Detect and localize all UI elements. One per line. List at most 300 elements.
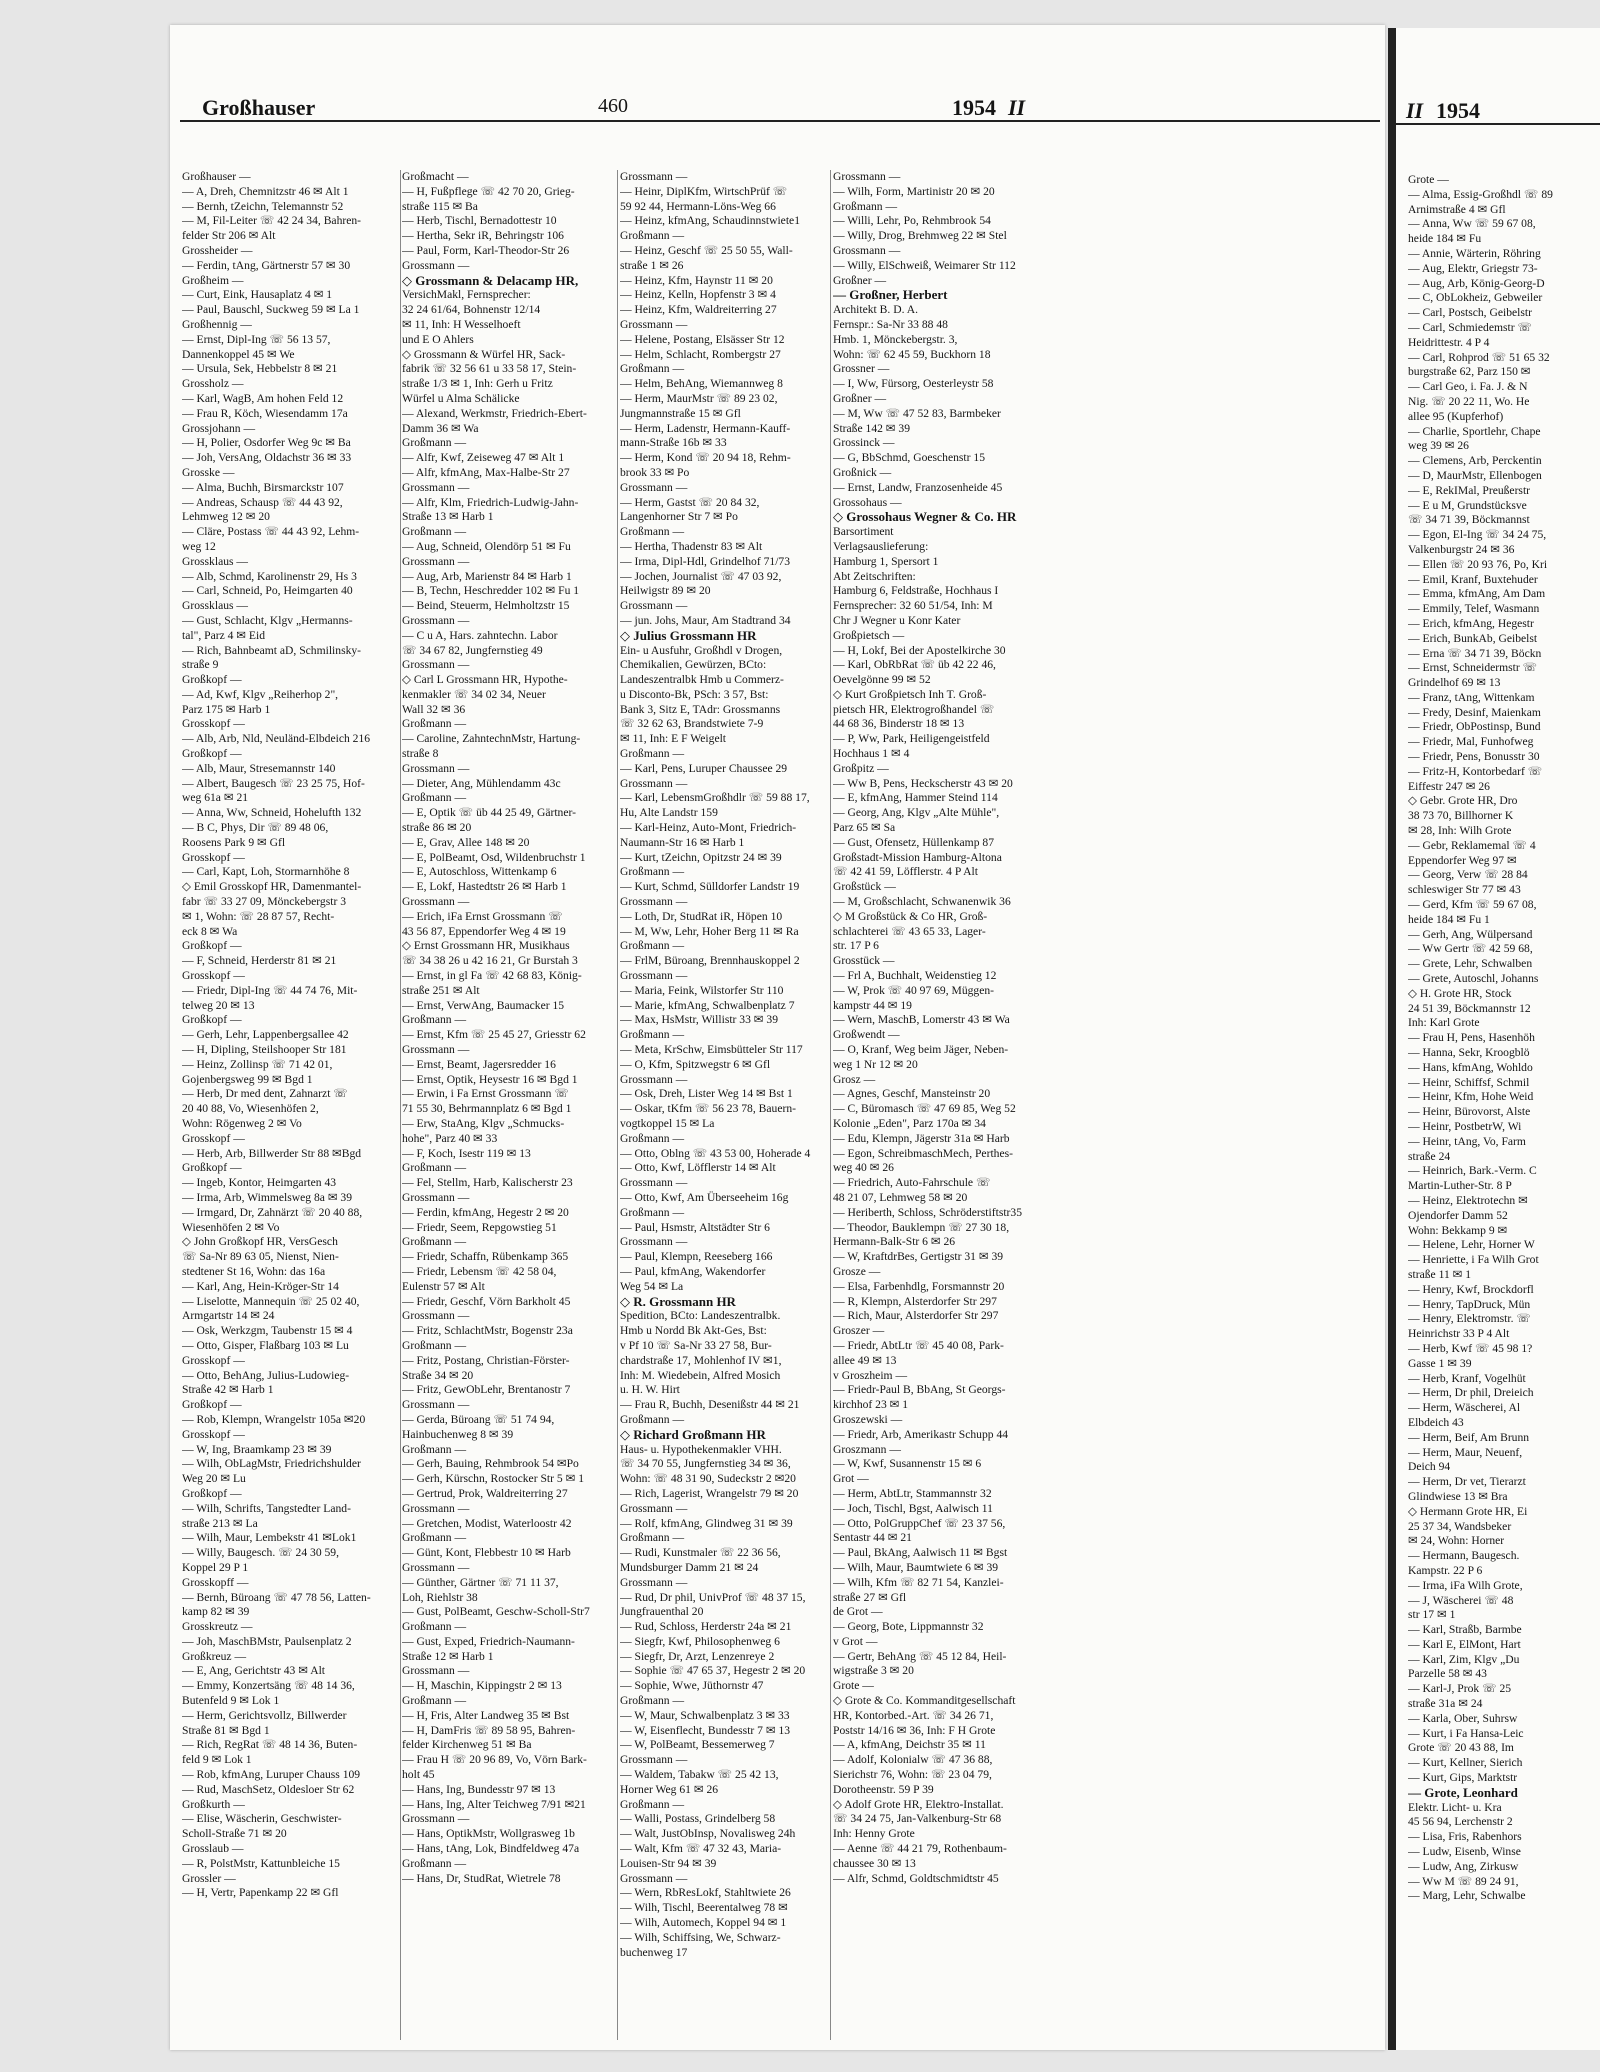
directory-entry-line: 44 68 36, Binderstr 18 ✉ 13 xyxy=(833,717,965,731)
directory-entry-line: — Alfr, Kwf, Zeiseweg 47 ✉ Alt 1 xyxy=(402,451,565,465)
directory-entry-line: — Grete, Autoschl, Johanns xyxy=(1408,972,1539,986)
directory-entry-line: — Alb, Schmd, Karolinenstr 29, Hs 3 xyxy=(182,569,357,583)
directory-entry-line: — Karl E, ElMont, Hart xyxy=(1408,1637,1521,1651)
directory-entry-line: Grote — xyxy=(833,1679,874,1693)
directory-entry-line: — Günther, Gärtner ☏ 71 11 37, xyxy=(402,1575,559,1589)
directory-entry-line: Großhennig — xyxy=(182,317,252,331)
directory-entry-line: — Wilh, Form, Martinistr 20 ✉ 20 xyxy=(833,184,995,198)
directory-entry-line: — Frau H, Pens, Hasenhöh xyxy=(1408,1031,1535,1045)
directory-entry-line: Großkurth — xyxy=(182,1797,245,1811)
directory-entry-line: Groszmann — xyxy=(833,1442,901,1456)
directory-entry-line: HR, Kontorbed.-Art. ☏ 34 26 71, xyxy=(833,1708,994,1722)
directory-entry-line: kamp 82 ✉ 39 xyxy=(182,1605,250,1619)
directory-entry-line: — H, Dipling, Steilshooper Str 181 xyxy=(182,1043,347,1057)
directory-entry-line: Straße 142 ✉ 39 xyxy=(833,421,911,435)
directory-entry-line: — Caroline, ZahntechnMstr, Hartung- xyxy=(402,732,581,746)
directory-entry-line: — Herm, Beif, Am Brunn xyxy=(1408,1430,1530,1444)
directory-entry-line: — Ww M ☏ 89 24 91, xyxy=(1408,1874,1519,1888)
directory-entry-line: — Waldem, Tabakw ☏ 25 42 13, xyxy=(620,1768,779,1782)
directory-entry-line: Butenfeld 9 ✉ Lok 1 xyxy=(182,1694,280,1708)
directory-entry-line: ✉ 28, Inh: Wilh Grote xyxy=(1408,824,1512,838)
directory-entry-line: — Paul, Bauschl, Suckweg 59 ✉ La 1 xyxy=(182,303,360,317)
directory-entry-line: Grossmann — xyxy=(402,613,470,627)
directory-entry-line: ◇ John Großkopf HR, VersGesch xyxy=(182,1235,338,1249)
directory-entry-line: — Willy, Drog, Brehmweg 22 ✉ Stel xyxy=(833,229,1007,243)
directory-entry-line: Grossmann — xyxy=(402,1812,470,1826)
directory-entry-line: kirchhof 23 ✉ 1 xyxy=(833,1398,909,1412)
directory-entry-line: — Karl, Zim, Klgv „Du xyxy=(1408,1652,1520,1666)
directory-entry-line: 43 56 87, Eppendorfer Weg 4 ✉ 19 xyxy=(402,924,566,938)
directory-entry-line: straße 86 ✉ 20 xyxy=(402,821,472,835)
directory-entry-line: — Carl, Kapt, Loh, Stormarnhöhe 8 xyxy=(182,865,350,879)
directory-entry-line: Dannenkoppel 45 ✉ We xyxy=(182,347,295,361)
directory-entry-line: straße 9 xyxy=(182,658,219,672)
directory-entry-line: 20 40 88, Vo, Wiesenhöfen 2, xyxy=(182,1102,319,1116)
directory-entry-line: Grossklaus — xyxy=(182,599,249,613)
directory-entry-line: Großnick — xyxy=(833,465,892,479)
directory-entry-line: — Georg, Bote, Lippmannstr 32 xyxy=(833,1620,984,1634)
directory-entry-line: — Carl Geo, i. Fa. J. & N xyxy=(1408,380,1528,394)
directory-entry-line: — jun. Johs, Maur, Am Stadtrand 34 xyxy=(620,613,791,627)
directory-entry-line: — Beind, Steuerm, Helmholtzstr 15 xyxy=(402,599,570,613)
directory-entry-line: Grossner — xyxy=(833,362,890,376)
directory-entry-line: — Aenne ☏ 44 21 79, Rothenbaum- xyxy=(833,1842,1007,1856)
directory-entry-line: — Dieter, Ang, Mühlendamm 43c xyxy=(402,776,561,790)
directory-entry-line: weg 39 ✉ 26 xyxy=(1408,439,1469,453)
directory-entry-line: Abt Zeitschriften: xyxy=(833,569,916,583)
directory-entry-line: str 17 ✉ 1 xyxy=(1408,1608,1456,1622)
directory-entry-line: kampstr 44 ✉ 19 xyxy=(833,998,912,1012)
directory-entry-line: — Wern, MaschB, Lomerstr 43 ✉ Wa xyxy=(833,1013,1010,1027)
directory-entry-line: — Gertr, BehAng ☏ 45 12 84, Heil- xyxy=(833,1649,1007,1663)
directory-entry-line: — Andreas, Schausp ☏ 44 43 92, xyxy=(182,495,343,509)
directory-entry-line: feld 9 ✉ Lok 1 xyxy=(182,1753,252,1767)
directory-entry-line: — Ernst, in gl Fa ☏ 42 68 83, König- xyxy=(402,969,582,983)
directory-entry-line: — Ernst, Dipl-Ing ☏ 56 13 57, xyxy=(182,332,331,346)
directory-entry-line: — Elise, Wäscherin, Geschwister- xyxy=(182,1812,342,1826)
directory-entry-line: — P, Ww, Park, Heiligengeistfeld xyxy=(833,732,990,746)
directory-entry-line: — Frau H ☏ 20 96 89, Vo, Vörn Bark- xyxy=(402,1753,587,1767)
directory-entry-line: straße 27 ✉ Gfl xyxy=(833,1590,907,1604)
directory-entry-line: — H, Vertr, Papenkamp 22 ✉ Gfl xyxy=(182,1886,339,1900)
directory-entry-line: — Ww Gertr ☏ 42 59 68, xyxy=(1408,942,1533,956)
directory-entry-line: — Henry, TapDruck, Mün xyxy=(1408,1297,1531,1311)
directory-entry-line: — Annie, Wärterin, Röhring xyxy=(1408,246,1541,260)
directory-entry-line: straße 251 ✉ Alt xyxy=(402,983,480,997)
directory-entry-line: Groszewski — xyxy=(833,1412,903,1426)
directory-entry-line: holt 45 xyxy=(402,1768,435,1782)
directory-entry-line: Grossmann — xyxy=(620,1753,688,1767)
directory-entry-line: Poststr 14/16 ✉ 36, Inh: F H Grote xyxy=(833,1723,996,1737)
directory-entry-line: — Wilh, Kfm ☏ 82 71 54, Kanzlei- xyxy=(833,1575,1004,1589)
directory-entry-line: straße 1 ✉ 26 xyxy=(620,258,684,272)
directory-entry-line: Großmann — xyxy=(620,1028,685,1042)
directory-entry-line: — C, Büromasch ☏ 47 69 85, Weg 52 xyxy=(833,1102,1016,1116)
directory-entry-line: Straße 13 ✉ Harb 1 xyxy=(402,510,494,524)
directory-entry-line: — E, Autoschloss, Wittenkamp 6 xyxy=(402,865,557,879)
directory-entry-line: Grossjohann — xyxy=(182,421,256,435)
page-number: 460 xyxy=(598,95,628,117)
directory-entry-line: straße 8 xyxy=(402,747,439,761)
directory-entry-line: — W, Ing, Braamkamp 23 ✉ 39 xyxy=(182,1442,332,1456)
directory-entry-line: Roosens Park 9 ✉ Gfl xyxy=(182,835,286,849)
directory-entry-line: — Albert, Baugesch ☏ 23 25 75, Hof- xyxy=(182,776,365,790)
directory-entry-line: — Ernst, Beamt, Jagersredder 16 xyxy=(402,1057,556,1071)
directory-entry-line: Großmann — xyxy=(402,791,467,805)
directory-entry-line: schlachterei ☏ 43 65 33, Lager- xyxy=(833,924,986,938)
directory-entry-line: Scholl-Straße 71 ✉ 20 xyxy=(182,1827,287,1841)
directory-entry-line: fabr ☏ 33 27 09, Mönckebergstr 3 xyxy=(182,895,347,909)
directory-entry-line: Jungfrauenthal 20 xyxy=(620,1605,704,1619)
directory-entry-line: fabrik ☏ 32 56 61 u 33 58 17, Stein- xyxy=(402,362,577,376)
directory-entry-line: Dorotheenstr. 59 P 39 xyxy=(833,1782,934,1796)
directory-entry-line: weg 40 ✉ 26 xyxy=(833,1161,894,1175)
directory-entry-line: Großkopf — xyxy=(182,747,242,761)
directory-entry-line: ☏ 34 71 39, Böckmannst xyxy=(1408,513,1530,527)
directory-entry-line: — Charlie, Sportlehr, Chape xyxy=(1408,424,1541,438)
header-rule xyxy=(1396,123,1600,125)
directory-entry-line: Heilwigstr 89 ✉ 20 xyxy=(620,584,711,598)
directory-entry-line: — H, Maschin, Kippingstr 2 ✉ 13 xyxy=(402,1679,562,1693)
column-5 xyxy=(1408,173,1600,2050)
directory-entry-line: Koppel 29 P 1 xyxy=(182,1560,249,1574)
directory-entry-line: — Heinrich, Bark.-Verm. C xyxy=(1408,1164,1537,1178)
directory-entry-line: ☏ Sa-Nr 89 63 05, Nienst, Nien- xyxy=(182,1250,339,1264)
directory-entry-line: straße 11 ✉ 1 xyxy=(1408,1267,1472,1281)
directory-entry-line: — Frau R, Köch, Wiesendamm 17a xyxy=(182,406,348,420)
directory-entry-line: — W, KraftdrBes, Gertigstr 31 ✉ 39 xyxy=(833,1250,1004,1264)
directory-entry-line: — Heinr, Kfm, Hohe Weid xyxy=(1408,1090,1534,1104)
directory-entry-line: — Ad, Kwf, Klgv „Reiherhop 2", xyxy=(182,687,339,701)
directory-entry-line: Hochhaus 1 ✉ 4 xyxy=(833,747,910,761)
directory-entry-line: — Irma, Arb, Wimmelsweg 8a ✉ 39 xyxy=(182,1190,353,1204)
directory-entry-line: — B, Techn, Heschredder 102 ✉ Fu 1 xyxy=(402,584,580,598)
directory-entry-line: allee 95 (Kupferhof) xyxy=(1408,409,1504,423)
directory-entry-line: — W, Prok ☏ 40 97 69, Müggen- xyxy=(833,983,995,997)
directory-entry-line: — Rud, MaschSetz, Oldesloer Str 62 xyxy=(182,1782,355,1796)
directory-entry-line: — Paul, Hsmstr, Altstädter Str 6 xyxy=(620,1220,770,1234)
directory-entry-line: — Heinr, tAng, Vo, Farm xyxy=(1408,1134,1526,1148)
directory-entry-line: tal", Parz 4 ✉ Eid xyxy=(182,628,266,642)
directory-entry-line: u. H. W. Hirt xyxy=(620,1383,680,1397)
directory-entry-line: Grosskopff — xyxy=(182,1575,249,1589)
directory-entry-line: — Friedr, Seem, Repgowstieg 51 xyxy=(402,1220,557,1234)
directory-entry-line: — Paul, BkAng, Aalwisch 11 ✉ Bgst xyxy=(833,1546,1008,1560)
directory-entry-line: — Gust, Exped, Friedrich-Naumann- xyxy=(402,1634,575,1648)
directory-entry-line: — Herm, MaurMstr ☏ 89 23 02, xyxy=(620,391,778,405)
directory-entry-line: Grossmann — xyxy=(620,1871,688,1885)
directory-entry-line: — Herm, Maur, Neuenf, xyxy=(1408,1445,1523,1459)
directory-entry-line: Grosske — xyxy=(182,465,235,479)
column-divider xyxy=(400,170,401,2040)
directory-entry-line: Naumann-Str 16 ✉ Harb 1 xyxy=(620,835,745,849)
directory-entry-line: — Curt, Eink, Hausaplatz 4 ✉ 1 xyxy=(182,288,333,302)
directory-entry-line: Grossmann — xyxy=(402,658,470,672)
directory-entry-line: Spedition, BCto: Landeszentralbk. xyxy=(620,1309,781,1323)
directory-entry-line: — Gerda, Büroang ☏ 51 74 94, xyxy=(402,1412,555,1426)
directory-entry-line: Straße 12 ✉ Harb 1 xyxy=(402,1649,494,1663)
directory-entry-line: Großmann — xyxy=(620,362,685,376)
directory-entry-line: ✉ 11, Inh: E F Weigelt xyxy=(620,732,727,746)
directory-entry-line: ◇ M Großstück & Co HR, Groß- xyxy=(833,909,988,923)
directory-entry-line: — Fritz, Postang, Christian-Förster- xyxy=(402,1353,570,1367)
directory-entry-line: — Erna ☏ 34 71 39, Böckn xyxy=(1408,646,1542,660)
directory-entry-line: und E O Ahlers xyxy=(402,332,474,346)
directory-entry-line: — Otto, Oblng ☏ 43 53 00, Hoherade 4 xyxy=(620,1146,811,1160)
directory-entry-line: — Joh, VersAng, Oldachstr 36 ✉ 33 xyxy=(182,451,352,465)
directory-entry-line: — Gertrud, Prok, Waldreiterring 27 xyxy=(402,1486,568,1500)
directory-entry-line: — Heinr, Schiffsf, Schmil xyxy=(1408,1075,1530,1089)
directory-entry-line: — Heinz, Kfm, Haynstr 11 ✉ 20 xyxy=(620,273,773,287)
directory-entry-line: — Herm, Ladenstr, Hermann-Kauff- xyxy=(620,421,791,435)
directory-entry-line: — Henry, Elektromstr. ☏ xyxy=(1408,1312,1531,1326)
directory-entry-line: Grossmann — xyxy=(620,1072,688,1086)
directory-entry-line: — Egon, El-Ing ☏ 34 24 75, xyxy=(1408,528,1547,542)
directory-entry-line: — E, Optik ☏ üb 44 25 49, Gärtner- xyxy=(402,806,576,820)
directory-entry-line: Großkopf — xyxy=(182,673,242,687)
directory-entry-line: Grosze — xyxy=(833,1264,881,1278)
directory-entry-line: — Otto, PolGruppChef ☏ 23 37 56, xyxy=(833,1516,1006,1530)
directory-entry-line: Parz 175 ✉ Harb 1 xyxy=(182,702,271,716)
directory-entry-line: — Maria, Feink, Wilstorfer Str 110 xyxy=(620,983,784,997)
directory-entry-line: — Rud, Schloss, Herderstr 24a ✉ 21 xyxy=(620,1620,792,1634)
directory-entry-line: Deich 94 xyxy=(1408,1460,1451,1474)
directory-entry-line: ◇ Adolf Grote HR, Elektro-Installat. xyxy=(833,1797,1004,1811)
directory-entry-line: Großmann — xyxy=(402,1620,467,1634)
directory-entry-line: — Heinz, kfmAng, Schaudinnstwiete1 xyxy=(620,214,800,228)
directory-entry-line: — Oskar, tKfm ☏ 56 23 78, Bauern- xyxy=(620,1102,796,1116)
directory-entry-line: Grossmann — xyxy=(620,480,688,494)
directory-entry-line: Nig. ☏ 20 22 11, Wo. He xyxy=(1408,394,1530,408)
directory-entry-line: Grote — xyxy=(1408,173,1449,186)
directory-entry-line: — Willi, Lehr, Po, Rehmbrook 54 xyxy=(833,214,991,228)
directory-entry-line: — Grete, Lehr, Schwalben xyxy=(1408,957,1533,971)
directory-entry-line: — C u A, Hars. zahntechn. Labor xyxy=(402,628,558,642)
directory-entry-line: Großmann — xyxy=(402,1694,467,1708)
directory-entry-line: — Alfr, Schmd, Goldtschmidtstr 45 xyxy=(833,1871,999,1885)
directory-entry-line: straße 1/3 ✉ 1, Inh: Gerh u Fritz xyxy=(402,377,553,391)
directory-entry-line: Ein- u Ausfuhr, Großhdl v Drogen, xyxy=(620,643,783,657)
directory-entry-line: Inh: Karl Grote xyxy=(1408,1016,1480,1030)
directory-entry-line: — Kurt, i Fa Hansa-Leic xyxy=(1408,1726,1524,1740)
directory-entry-line: — Kurt, Gips, Marktstr xyxy=(1408,1771,1518,1785)
directory-entry-line: — Rich, RegRat ☏ 48 14 36, Buten- xyxy=(182,1738,358,1752)
next-page-year: 1954 xyxy=(1436,98,1480,123)
directory-entry-line: Grossheider — xyxy=(182,243,253,257)
directory-entry-line: — E, Lokf, Hastedtstr 26 ✉ Harb 1 xyxy=(402,880,567,894)
directory-entry-line: Großmann — xyxy=(620,747,685,761)
directory-entry-line: — Walt, JustObInsp, Novalisweg 24h xyxy=(620,1827,796,1841)
directory-entry-line: — Hans, tAng, Lok, Bindfeldweg 47a xyxy=(402,1842,580,1856)
directory-entry-line: ◇ Hermann Grote HR, Ei xyxy=(1408,1504,1528,1518)
directory-entry-line: 32 24 61/64, Bohnenstr 12/14 xyxy=(402,303,541,317)
directory-entry-line: ◇ Ernst Grossmann HR, Musikhaus xyxy=(402,939,570,953)
directory-entry-line: — Joh, MaschBMstr, Paulsenplatz 2 xyxy=(182,1634,352,1648)
directory-entry-line: Ojendorfer Damm 52 xyxy=(1408,1208,1508,1222)
directory-entry-line: — Franz, tAng, Wittenkam xyxy=(1408,690,1535,704)
directory-entry-line: Sierichstr 76, Wohn: ☏ 23 04 79, xyxy=(833,1768,992,1782)
directory-entry-line: Heidrittestr. 4 P 4 xyxy=(1408,335,1490,349)
directory-entry-line: — Herb, Dr med dent, Zahnarzt ☏ xyxy=(182,1087,348,1101)
directory-entry-line: Jungmannstraße 15 ✉ Gfl xyxy=(620,406,741,420)
directory-entry-line: — Friedr, Schaffn, Rübenkamp 365 xyxy=(402,1250,569,1264)
directory-entry-line: ◇ Grossmann & Delacamp HR, xyxy=(402,273,579,288)
directory-entry-line: Großmann — xyxy=(620,1531,685,1545)
directory-entry-line: Grossmann — xyxy=(402,1190,470,1204)
directory-entry-line: — Heinz, Kfm, Waldreiterring 27 xyxy=(620,303,777,317)
directory-entry-line: — Günt, Kont, Flebbestr 10 ✉ Harb xyxy=(402,1546,571,1560)
directory-entry-line: — M, Großschlacht, Schwanenwik 36 xyxy=(833,895,1011,909)
directory-entry-line: — Gerh, Bauing, Rehmbrook 54 ✉Po xyxy=(402,1457,579,1471)
directory-entry-line: Großkopf — xyxy=(182,939,242,953)
directory-entry-line: de Grot — xyxy=(833,1605,883,1619)
directory-entry-line: v Groszheim — xyxy=(833,1368,908,1382)
directory-entry-line: ◇ Richard Großmann HR xyxy=(620,1427,766,1442)
directory-entry-line: — O, Kranf, Weg beim Jäger, Neben- xyxy=(833,1043,1009,1057)
directory-entry-line: — Loth, Dr, StudRat iR, Höpen 10 xyxy=(620,909,783,923)
directory-entry-line: — Herm, Kond ☏ 20 94 18, Rehm- xyxy=(620,451,791,465)
directory-entry-line: straße 213 ✉ La xyxy=(182,1516,258,1530)
directory-entry-line: — Rich, Maur, Alsterdorfer Str 297 xyxy=(833,1309,999,1323)
directory-entry-line: Grossmann — xyxy=(402,1560,470,1574)
directory-entry-line: Großmann — xyxy=(402,1338,467,1352)
directory-entry-line: pietsch HR, Elektrogroßhandel ☏ xyxy=(833,702,995,716)
directory-entry-line: Großmann — xyxy=(402,1531,467,1545)
directory-entry-line: — Fritz, SchlachtMstr, Bogenstr 23a xyxy=(402,1324,573,1338)
directory-entry-line: — Kurt, Kellner, Sierich xyxy=(1408,1756,1523,1770)
directory-entry-line: — Karl, Pens, Luruper Chaussee 29 xyxy=(620,761,788,775)
directory-entry-line: Wiesenhöfen 2 ✉ Vo xyxy=(182,1220,280,1234)
directory-entry-line: Grossmann — xyxy=(620,599,688,613)
directory-entry-line: Gojenbergsweg 99 ✉ Bgd 1 xyxy=(182,1072,313,1086)
directory-entry-line: Grossmann — xyxy=(620,1501,688,1515)
directory-entry-line: — Otto, Kwf, Am Überseeheim 16g xyxy=(620,1190,789,1204)
directory-entry-line: vogtkoppel 15 ✉ La xyxy=(620,1117,715,1130)
directory-entry-line: Grossmann — xyxy=(402,1309,470,1323)
directory-entry-line: — Frl A, Buchhalt, Weidenstieg 12 xyxy=(833,969,997,983)
directory-entry-line: u Disconto-Bk, PSch: 3 57, Bst: xyxy=(620,687,769,701)
directory-entry-line: — Joch, Tischl, Bgst, Aalwisch 11 xyxy=(833,1501,993,1515)
directory-entry-line: Inh: Henny Grote xyxy=(833,1827,915,1841)
directory-entry-line: Grossmann — xyxy=(402,1043,470,1057)
directory-entry-line: — Karl, Ang, Hein-Kröger-Str 14 xyxy=(182,1279,339,1293)
directory-entry-line: — Friedr-Paul B, BbAng, St Georgs- xyxy=(833,1383,1006,1397)
directory-entry-line: — Heinz, Elektrotechn ✉ xyxy=(1408,1193,1528,1207)
directory-entry-line: — Emmily, Telef, Wasmann xyxy=(1408,602,1540,616)
directory-entry-line: Kolonie „Eden", Parz 170a ✉ 34 xyxy=(833,1117,986,1130)
directory-entry-line: — Gretchen, Modist, Waterloostr 42 xyxy=(402,1516,572,1530)
directory-entry-line: — Ellen ☏ 20 93 76, Po, Kri xyxy=(1408,557,1548,571)
directory-entry-line: — F, Schneid, Herderstr 81 ✉ 21 xyxy=(182,954,337,968)
directory-entry-line: — Karl, ObRbRat ☏ üb 42 22 46, xyxy=(833,658,996,672)
directory-entry-line: — R, Klempn, Alsterdorfer Str 297 xyxy=(833,1294,997,1308)
directory-entry-line: — A, Dreh, Chemnitzstr 46 ✉ Alt 1 xyxy=(182,184,349,198)
directory-entry-line: Eppendorfer Weg 97 ✉ xyxy=(1408,853,1517,867)
directory-entry-line: — Paul, kfmAng, Wakendorfer xyxy=(620,1264,766,1278)
directory-entry-line: — Friedr, ObPostinsp, Bund xyxy=(1408,720,1541,734)
directory-entry-line: straße 115 ✉ Ba xyxy=(402,199,478,213)
directory-entry-line: burgstraße 62, Parz 150 ✉ xyxy=(1408,365,1531,379)
directory-entry-line: — Paul, Klempn, Reeseberg 166 xyxy=(620,1250,773,1264)
directory-entry-line: — Heinr, PostbetrW, Wi xyxy=(1408,1120,1522,1133)
directory-entry-line: Wohn: ☏ 48 31 90, Sudeckstr 2 ✉20 xyxy=(620,1472,796,1486)
directory-entry-line: — Frau R, Buchh, Desenißstr 44 ✉ 21 xyxy=(620,1398,800,1412)
directory-entry-line: — Herm, Dr vet, Tierarzt xyxy=(1408,1475,1526,1489)
directory-entry-line: — E, Grav, Allee 148 ✉ 20 xyxy=(402,835,530,849)
directory-entry-line: — Ludw, Eisenb, Winse xyxy=(1408,1845,1521,1859)
directory-entry-line: Armgartstr 14 ✉ 24 xyxy=(182,1309,275,1323)
directory-entry-line: — Carl, Schneid, Po, Heimgarten 40 xyxy=(182,584,353,598)
directory-entry-line: str. 17 P 6 xyxy=(833,939,879,953)
directory-entry-line: — Emma, kfmAng, Am Dam xyxy=(1408,587,1546,601)
directory-entry-line: Grossmann — xyxy=(402,258,470,272)
directory-entry-line: Großmann — xyxy=(620,1412,685,1426)
directory-entry-line: Grossmann — xyxy=(402,554,470,568)
directory-entry-line: Grosskreutz — xyxy=(182,1620,253,1634)
directory-entry-line: Großheim — xyxy=(182,273,244,287)
directory-entry-line: 71 55 30, Behrmannplatz 6 ✉ Bgd 1 xyxy=(402,1102,572,1116)
directory-entry-line: — Ernst, Landw, Franzosenheide 45 xyxy=(833,480,1003,494)
directory-entry-line: Hmb u Nordd Bk Akt-Ges, Bst: xyxy=(620,1324,767,1338)
directory-entry-line: felder Kirchenweg 51 ✉ Ba xyxy=(402,1738,532,1752)
directory-entry-line: — Heinz, Zollinsp ☏ 71 42 01, xyxy=(182,1057,333,1071)
directory-entry-line: Hermann-Balk-Str 6 ✉ 26 xyxy=(833,1235,956,1249)
directory-entry-line: 24 51 39, Böckmannstr 12 xyxy=(1408,1001,1531,1015)
directory-entry-line: — Ww B, Pens, Heckscherstr 43 ✉ 20 xyxy=(833,776,1013,790)
directory-entry-line: — Max, HsMstr, Willistr 33 ✉ 39 xyxy=(620,1013,779,1027)
directory-entry-line: — Rolf, kfmAng, Glindweg 31 ✉ 39 xyxy=(620,1516,793,1530)
directory-entry-line: — Walli, Postass, Grindelberg 58 xyxy=(620,1812,776,1826)
directory-entry-line: — Friedr, Arb, Amerikastr Schupp 44 xyxy=(833,1427,1009,1441)
directory-entry-line: Grosskopf — xyxy=(182,717,245,731)
directory-entry-line: — Herb, Arb, Billwerder Str 88 ✉Bgd xyxy=(182,1146,362,1160)
directory-entry-line: — M, Ww, Lehr, Hoher Berg 11 ✉ Ra xyxy=(620,924,799,938)
directory-entry-line: stedtener St 16, Wohn: das 16a xyxy=(182,1264,326,1278)
directory-entry-line: — Agnes, Geschf, Mansteinstr 20 xyxy=(833,1087,991,1101)
column-divider xyxy=(617,170,618,2040)
directory-entry-line: Hu, Alte Landstr 159 xyxy=(620,806,718,820)
directory-entry-line: — Herm, Gastst ☏ 20 84 32, xyxy=(620,495,760,509)
directory-entry-line: Grossmann — xyxy=(620,776,688,790)
directory-entry-line: Grossmann — xyxy=(620,969,688,983)
directory-entry-line: Großkopf — xyxy=(182,1486,242,1500)
directory-entry-line: Großmann — xyxy=(620,1205,685,1219)
directory-entry-line: Großmann — xyxy=(402,436,467,450)
directory-entry-line: — Helm, BehAng, Wiemannweg 8 xyxy=(620,377,783,391)
directory-entry-line: Grossklaus — xyxy=(182,554,249,568)
directory-entry-line: — Carl, Rohprod ☏ 51 65 32 xyxy=(1408,350,1550,364)
directory-entry-line: eck 8 ✉ Wa xyxy=(182,924,238,938)
directory-entry-line: — Karl, LebensmGroßhdlr ☏ 59 88 17, xyxy=(620,791,810,805)
directory-entry-line: Valkenburgstr 24 ✉ 36 xyxy=(1408,542,1515,556)
directory-entry-line: — Irmgard, Dr, Zahnärzt ☏ 20 40 88, xyxy=(182,1205,363,1219)
directory-entry-line: hohe", Parz 40 ✉ 33 xyxy=(402,1131,498,1145)
directory-entry-line: ☏ 34 70 55, Jungfernstieg 34 ✉ 36, xyxy=(620,1457,791,1471)
directory-entry-line: — H, Polier, Osdorfer Weg 9c ✉ Ba xyxy=(182,436,351,450)
directory-entry-line: Großpitz — xyxy=(833,761,889,775)
directory-entry-line: ◇ Emil Grosskopf HR, Damenmantel- xyxy=(182,880,362,894)
directory-entry-line: — Henry, Kwf, Brockdorfl xyxy=(1408,1282,1534,1296)
directory-entry-line: — C, ObLokheiz, Gebweiler xyxy=(1408,291,1543,305)
directory-entry-line: — J, Wäscherei ☏ 48 xyxy=(1408,1593,1514,1607)
directory-entry-line: Grossholz — xyxy=(182,377,244,391)
directory-entry-line: Grossinck — xyxy=(833,436,895,450)
directory-entry-line: — Wern, RbResLokf, Stahltwiete 26 xyxy=(620,1886,791,1900)
directory-entry-line: ☏ 34 38 26 u 42 16 21, Gr Burstah 3 xyxy=(402,954,578,968)
directory-entry-line: Hainbuchenweg 8 ✉ 39 xyxy=(402,1427,514,1441)
directory-entry-line: — Ferdin, kfmAng, Hegestr 2 ✉ 20 xyxy=(402,1205,569,1219)
directory-entry-line: Chr J Wegner u Konr Kater xyxy=(833,613,961,627)
